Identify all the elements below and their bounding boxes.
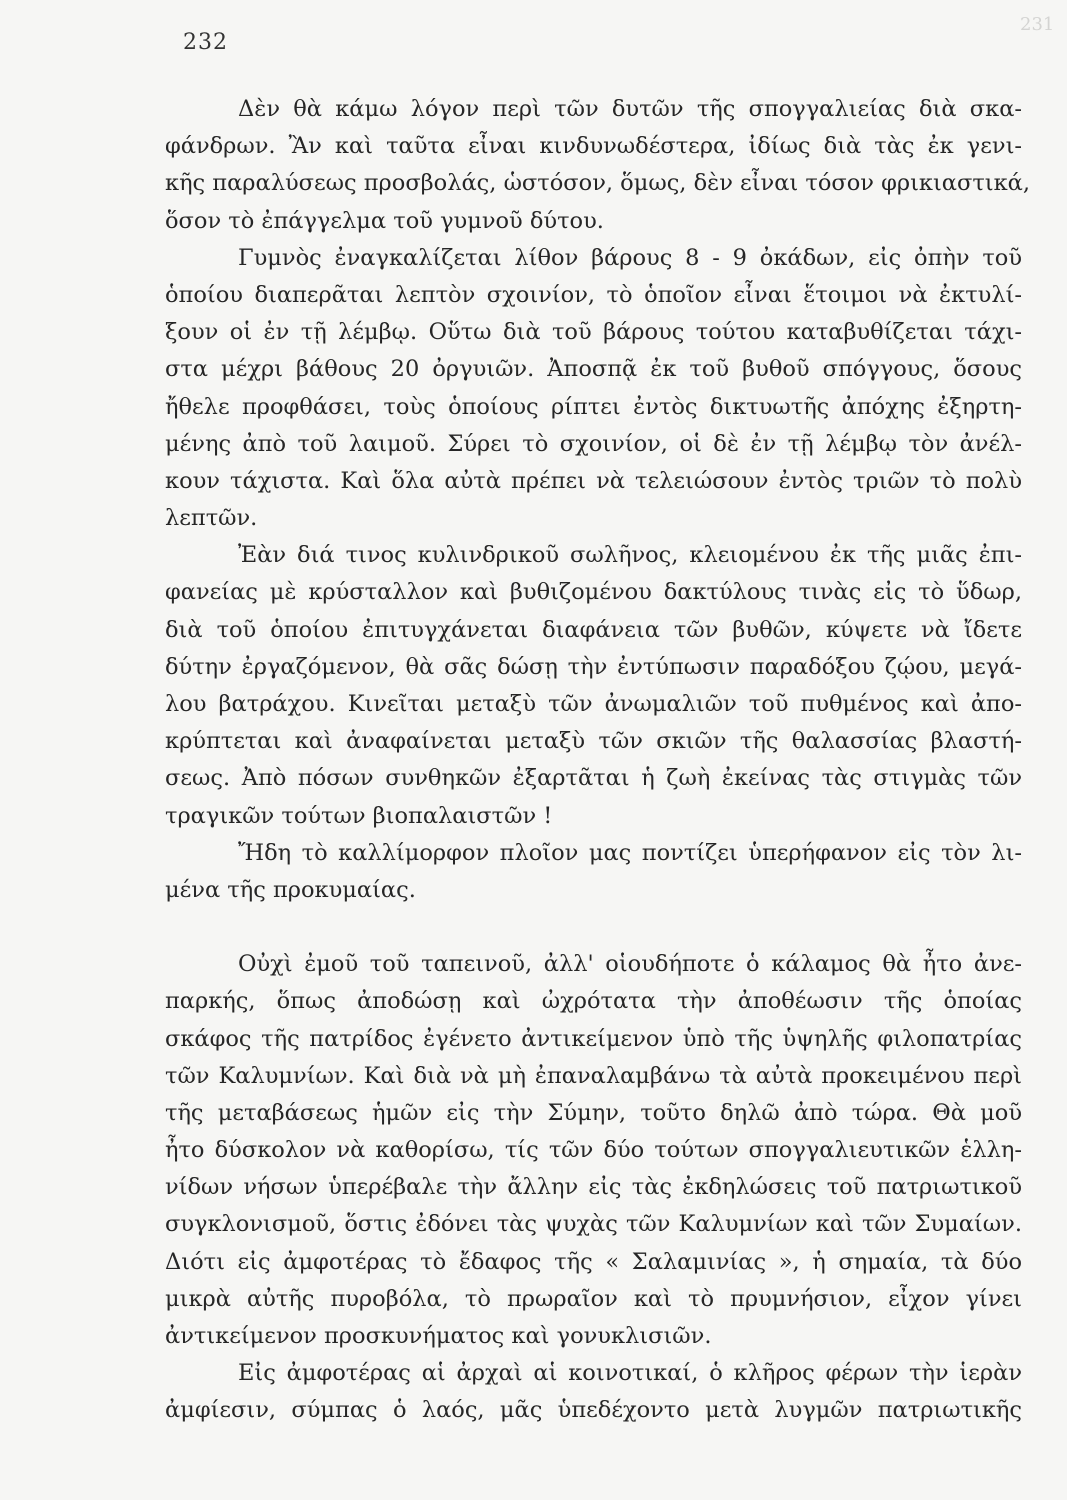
text-line: κρύπτεται καὶ ἀναφαίνεται μεταξὺ τῶν σκιῶν τῆς θαλασσίας βλαστή- [165,728,1022,755]
text-line: σκάφος τῆς πατρίδος ἐγένετο ἀντικείμενον ὑπὸ τῆς ὑψηλῆς φιλοπατρίας [165,1025,1022,1052]
text-line: Εἰς ἀμφοτέρας αἱ ἀρχαὶ αἱ κοινοτικαί, ὁ κλῆρος φέρων τὴν ἱερὰν [238,1360,1022,1387]
text-line: τῶν Καλυμνίων. Καὶ διὰ νὰ μὴ ἐπαναλαμβάνω τὰ αὐτὰ προκειμένου περὶ [165,1062,1022,1089]
text-line: Γυμνὸς ἐναγκαλίζεται λίθον βάρους 8 - 9 ὀκάδων, εἰς ὀπὴν τοῦ [238,244,1022,271]
text-line: παρκής, ὅπως ἀποδώσῃ καὶ ὠχρότατα τὴν ἀποθέωσιν τῆς ὁποίας [165,988,1022,1015]
text-line: μικρὰ αὐτῆς πυροβόλα, τὸ πρωραῖον καὶ τὸ πρυμνήσιον, εἶχον γίνει [165,1285,1022,1312]
text-line: τραγικῶν τούτων βιοπαλαιστῶν ! [165,802,553,829]
text-line: ξουν οἱ ἐν τῇ λέμβῳ. Οὕτω διὰ τοῦ βάρους τούτου καταβυθίζεται τάχι- [165,319,1022,346]
text-line: ὁποίου διαπερᾶται λεπτὸν σχοινίον, τὸ ὁποῖον εἶναι ἕτοιμοι νὰ ἐκτυλί- [165,281,1022,308]
text-line: κουν τάχιστα. Καὶ ὅλα αὐτὰ πρέπει νὰ τελειώσουν ἐντὸς τριῶν τὸ πολὺ [165,467,1022,494]
text-line: Ἤδη τὸ καλλίμορφον πλοῖον μας ποντίζει ὑπερήφανον εἰς τὸν λι- [238,839,1022,866]
text-line: ὅσον τὸ ἐπάγγελμα τοῦ γυμνοῦ δύτου. [165,207,604,234]
text-section-diving [165,91,1031,909]
text-line: Ἐὰν διά τινος κυλινδρικοῦ σωλῆνος, κλειομένου ἐκ τῆς μιᾶς ἐπι- [238,542,1022,569]
text-line: ἤθελε προφθάσει, τοὺς ὁποίους ρίπτει ἐντὸς δικτυωτῆς ἀπόχης ἐξηρτη- [165,393,1022,420]
text-line: λεπτῶν. [165,505,258,532]
text-line: στα μέχρι βάθους 20 ὀργυιῶν. Ἀποσπᾷ ἐκ τοῦ βυθοῦ σπόγγους, ὅσους [165,356,1022,383]
text-line: μένα τῆς προκυμαίας. [165,876,416,903]
text-line: λου βατράχου. Κινεῖται μεταξὺ τῶν ἀνωμαλιῶν τοῦ πυθμένος καὶ ἀπο- [165,691,1022,717]
bleed-through-page-number: 231 [1020,14,1055,35]
text-line: κῆς παραλύσεως προσβολάς, ὡστόσον, ὅμως, δὲν εἶναι τόσον φρικιαστικά, [165,170,1031,197]
text-line: μένης ἀπὸ τοῦ λαιμοῦ. Σύρει τὸ σχοινίον, οἱ δὲ ἐν τῇ λέμβῳ τὸν ἀνέλ- [165,430,1022,457]
text-line: νίδων νήσων ὑπερέβαλε τὴν ἄλλην εἰς τὰς ἐκδηλώσεις τοῦ πατριωτικοῦ [165,1174,1022,1201]
text-line: ἀμφίεσιν, σύμπας ὁ λαός, μᾶς ὑπεδέχοντο μετὰ λυγμῶν πατριωτικῆς [165,1397,1022,1424]
text-line: διὰ τοῦ ὁποίου ἐπιτυγχάνεται διαφάνεια τῶν βυθῶν, κύψετε νὰ ἴδετε [165,616,1022,643]
section-gap [165,909,1022,946]
page-number: 232 [183,30,228,55]
text-line: Οὐχὶ ἐμοῦ τοῦ ταπεινοῦ, ἀλλ' οἱουδήποτε ὁ κάλαμος θὰ ἦτο ἀνε- [238,951,1022,978]
text-line: δύτην ἐργαζόμενον, θὰ σᾶς δώσῃ τὴν ἐντύπωσιν παραδόξου ζῴου, μεγά- [165,653,1022,680]
text-line: συγκλονισμοῦ, ὅστις ἐδόνει τὰς ψυχὰς τῶν Καλυμνίων καὶ τῶν Συμαίων. [165,1211,1022,1238]
text-section-celebration [165,946,1022,1429]
text-line: σεως. Ἀπὸ πόσων συνθηκῶν ἐξαρτᾶται ἡ ζωὴ ἐκείνας τὰς στιγμὰς τῶν [165,765,1022,792]
text-line: ἀντικείμενον προσκυνήματος καὶ γονυκλισιῶν. [165,1323,712,1349]
text-line: φάνδρων. Ἂν καὶ ταῦτα εἶναι κινδυνωδέστερα, ἰδίως διὰ τὰς ἐκ γενι- [165,133,1022,160]
text-line: τῆς μεταβάσεως ἡμῶν εἰς τὴν Σύμην, τοῦτο δηλῶ ἀπὸ τώρα. Θὰ μοῦ [165,1099,1022,1126]
text-line: Διότι εἰς ἀμφοτέρας τὸ ἔδαφος τῆς « Σαλαμινίας », ἡ σημαία, τὰ δύο [165,1248,1022,1275]
text-line: φανείας μὲ κρύσταλλον καὶ βυθιζομένου δακτύλους τινὰς εἰς τὸ ὕδωρ, [165,579,1022,606]
text-line: Δὲν θὰ κάμω λόγον περὶ τῶν δυτῶν τῆς σπογγαλιείας διὰ σκα- [238,96,1022,122]
text-line: ἦτο δύσκολον νὰ καθορίσω, τίς τῶν δύο τούτων σπογγαλιευτικῶν ἑλλη- [165,1137,1022,1164]
page-text [165,91,1031,1430]
